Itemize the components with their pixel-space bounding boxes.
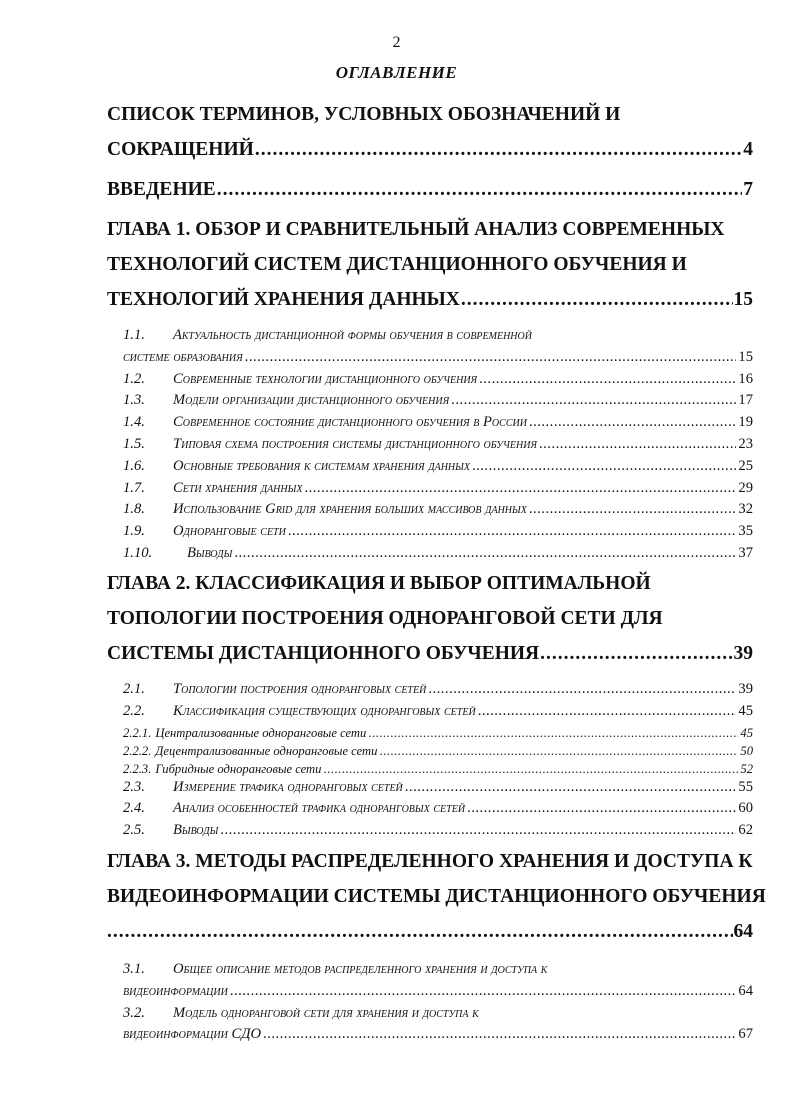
- section-page: 17: [738, 392, 753, 409]
- section-title: Выводы: [187, 544, 233, 561]
- entry-line: ТОПОЛОГИИ ПОСТРОЕНИЯ ОДНОРАНГОВОЙ СЕТИ ДЛЯ: [107, 608, 663, 629]
- section-number: 2.3.: [123, 778, 145, 795]
- toc-section[interactable]: [123, 499, 753, 521]
- section-number: 1.3.: [123, 392, 145, 409]
- section-number: 2.2.: [123, 702, 145, 719]
- dot-leader: [467, 798, 736, 820]
- entry-page: 39: [733, 643, 753, 664]
- entry-line: ГЛАВА 3. МЕТОДЫ РАСПРЕДЕЛЕННОГО ХРАНЕНИЯ И ДОСТУПА К: [107, 851, 753, 872]
- entry-line: ТЕХНОЛОГИЙ ХРАНЕНИЯ ДАННЫХ: [107, 289, 460, 310]
- toc-section[interactable]: [123, 820, 753, 842]
- entry-page: 15: [733, 289, 753, 310]
- section-title: Современные технологии дистанционного обучения: [173, 370, 478, 387]
- dot-leader: [107, 914, 733, 949]
- section-number: 2.1.: [123, 681, 145, 697]
- toc-section[interactable]: [123, 325, 753, 369]
- section-page: 29: [738, 479, 753, 496]
- section-page: 16: [738, 370, 753, 387]
- toc-section[interactable]: [123, 798, 753, 820]
- section-title: Типовая схема построения системы дистанционного обучения: [173, 435, 537, 452]
- dot-leader: [217, 172, 742, 207]
- section-title: Измерение трафика одноранговых сетей: [173, 778, 403, 795]
- section-title: Классификация существующих одноранговых сетей: [173, 702, 476, 719]
- section-number: 2.5.: [123, 822, 145, 839]
- entry-line: ГЛАВА 1. ОБЗОР И СРАВНИТЕЛЬНЫЙ АНАЛИЗ СОВРЕМЕННЫХ: [107, 219, 725, 240]
- page-number: 2: [392, 34, 401, 51]
- toc-section[interactable]: [123, 412, 753, 434]
- section-title: Общее описание методов распределенного хранения и доступа к: [173, 961, 548, 977]
- toc-section[interactable]: [123, 478, 753, 500]
- section-title: системе образования: [123, 348, 243, 365]
- section-page: 39: [738, 681, 753, 697]
- section-page: 35: [738, 523, 753, 540]
- dot-leader: [529, 412, 736, 434]
- toc-section[interactable]: [123, 390, 753, 412]
- subsection-number: 2.2.3.: [123, 761, 152, 776]
- toc-section[interactable]: [123, 543, 753, 565]
- entry-line: ТЕХНОЛОГИЙ СИСТЕМ ДИСТАНЦИОННОГО ОБУЧЕНИЯ И: [107, 254, 687, 275]
- section-number: 2.4.: [123, 800, 145, 817]
- toc-section[interactable]: [123, 456, 753, 478]
- toc-section[interactable]: [123, 521, 753, 543]
- toc-entry-chapter-1[interactable]: [107, 212, 753, 317]
- dot-leader: [428, 679, 736, 701]
- section-page: 55: [738, 778, 753, 795]
- dot-leader: [255, 132, 742, 167]
- section-number: 1.1.: [123, 327, 145, 343]
- subsection-page: 50: [740, 743, 753, 758]
- section-title: Современное состояние дистанционного обучения в России: [173, 414, 527, 431]
- dot-leader: [451, 390, 736, 412]
- toc-subsection[interactable]: [123, 723, 753, 741]
- toc-section[interactable]: [123, 959, 753, 1003]
- section-title: Анализ особенностей трафика одноранговых сетей: [173, 800, 466, 817]
- dot-leader: [288, 521, 737, 543]
- toc-entry-chapter-2[interactable]: [107, 566, 753, 671]
- section-page: 64: [738, 982, 753, 999]
- entry-page: 4: [743, 139, 753, 160]
- section-number: 1.2.: [123, 370, 145, 387]
- dot-leader: [234, 543, 736, 565]
- section-page: 23: [738, 435, 753, 452]
- entry-page: 7: [743, 179, 753, 200]
- section-number: 3.2.: [123, 1004, 145, 1021]
- section-page: 60: [738, 800, 753, 817]
- entry-page: 64: [733, 921, 753, 942]
- section-title: видеоинформации: [123, 982, 228, 999]
- dot-leader: [539, 434, 736, 456]
- section-number: 1.9.: [123, 523, 145, 540]
- section-page: 15: [738, 348, 753, 365]
- section-number: 1.10.: [123, 544, 153, 561]
- dot-leader: [245, 347, 737, 369]
- section-page: 19: [738, 414, 753, 431]
- entry-line: СОКРАЩЕНИЙ: [107, 139, 254, 160]
- dot-leader: [478, 701, 737, 723]
- section-number: 1.5.: [123, 435, 145, 452]
- toc-entry-intro[interactable]: [107, 172, 753, 207]
- dot-leader: [540, 636, 732, 671]
- section-title: Одноранговые сети: [173, 523, 286, 540]
- section-page: 25: [738, 457, 753, 474]
- subsection-page: 45: [740, 725, 753, 740]
- section-page: 32: [738, 501, 753, 518]
- section-title: Актуальность дистанционной формы обучения в современной: [173, 327, 532, 343]
- section-title: Основные требования к системам хранения данных: [173, 457, 470, 474]
- toc-section[interactable]: [123, 679, 753, 701]
- dot-leader: [263, 1024, 736, 1046]
- chapter-3-sections: [123, 959, 753, 1046]
- section-page: 67: [738, 1026, 753, 1043]
- toc-section[interactable]: [123, 434, 753, 456]
- entry-line: ГЛАВА 2. КЛАССИФИКАЦИЯ И ВЫБОР ОПТИМАЛЬНОЙ: [107, 573, 651, 594]
- dot-leader: [529, 499, 737, 521]
- dot-leader: [220, 820, 736, 842]
- subsection-page: 52: [740, 761, 753, 776]
- section-title: Модели организации дистанционного обучения: [173, 392, 450, 409]
- section-title: видеоинформации СДО: [123, 1026, 262, 1043]
- section-number: 3.1.: [123, 961, 145, 977]
- section-page: 37: [738, 544, 753, 561]
- section-title: Модель одноранговой сети для хранения и доступа к: [173, 1004, 479, 1021]
- dot-leader: [461, 282, 733, 317]
- section-page: 62: [738, 822, 753, 839]
- toc-section[interactable]: [123, 777, 753, 799]
- section-number: 1.8.: [123, 501, 145, 518]
- section-number: 1.6.: [123, 457, 145, 474]
- dot-leader: [405, 777, 737, 799]
- entry-line: СПИСОК ТЕРМИНОВ, УСЛОВНЫХ ОБОЗНАЧЕНИЙ И: [107, 104, 621, 125]
- entry-line: СИСТЕМЫ ДИСТАНЦИОННОГО ОБУЧЕНИЯ: [107, 643, 540, 664]
- section-title: Сети хранения данных: [173, 479, 303, 496]
- entry-line: ВВЕДЕНИЕ: [107, 179, 216, 200]
- chapter-1-sections: [123, 325, 753, 565]
- subsection-number: 2.2.2.: [123, 743, 152, 758]
- section-title: Использование Grid для хранения больших массивов данных: [173, 501, 527, 518]
- toc-subsection[interactable]: [123, 759, 753, 777]
- section-page: 45: [738, 702, 753, 719]
- dot-leader: [304, 478, 736, 500]
- entry-line: ВИДЕОИНФОРМАЦИИ СИСТЕМЫ ДИСТАНЦИОННОГО ОБУЧЕНИЯ: [107, 886, 766, 907]
- section-number: 1.7.: [123, 479, 145, 496]
- toc-subsection[interactable]: [123, 741, 753, 759]
- subsection-title: Централизованные одноранговые сети: [155, 725, 367, 740]
- subsection-title: Децентрализованные одноранговые сети: [155, 743, 378, 758]
- toc-title: ОГЛАВЛЕНИЕ: [335, 63, 458, 82]
- chapter-2-sections: [123, 679, 753, 842]
- toc-entry-terms[interactable]: [107, 97, 753, 167]
- section-title: Топологии построения одноранговых сетей: [173, 681, 427, 697]
- dot-leader: [472, 456, 736, 478]
- dot-leader: [479, 369, 736, 391]
- toc-entry-chapter-3[interactable]: [107, 844, 766, 949]
- subsection-number: 2.2.1.: [123, 725, 152, 740]
- section-title: Выводы: [173, 822, 219, 839]
- section-number: 1.4.: [123, 414, 145, 431]
- toc-section[interactable]: [123, 701, 753, 723]
- toc-section[interactable]: [123, 369, 753, 391]
- dot-leader: [230, 981, 737, 1003]
- subsection-title: Гибридные одноранговые сети: [155, 761, 322, 776]
- toc-section[interactable]: [123, 1003, 753, 1047]
